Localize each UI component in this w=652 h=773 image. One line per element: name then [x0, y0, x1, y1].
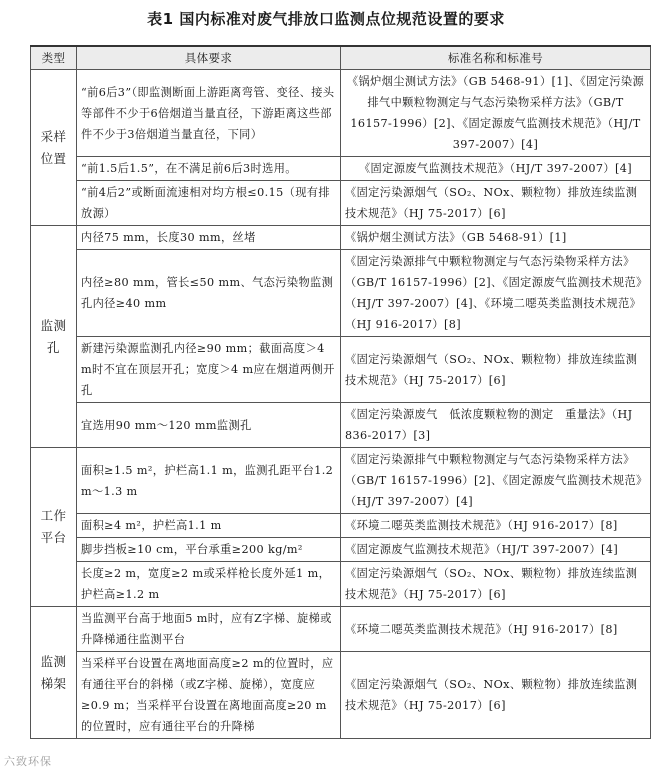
requirement-cell: 面积≥1.5 m²，护栏高1.1 m，监测孔距平台1.2 m～1.3 m: [77, 448, 341, 514]
table-row: [31, 652, 651, 739]
standard-cell: 《固定污染源烟气（SO₂、NOx、颗粒物）排放连续监测技术规范》（HJ 75-2017）[6]: [341, 181, 651, 226]
requirement-cell: 内径≥80 mm，管长≤50 mm、气态污染物监测孔内径≥40 mm: [77, 250, 341, 337]
standard-cell: 《固定源废气监测技术规范》（HJ/T 397-2007）[4]: [341, 538, 651, 562]
requirement-cell: 当监测平台高于地面5 m时，应有Z字梯、旋梯或升降梯通往监测平台: [77, 607, 341, 652]
requirement-cell: 脚步挡板≥10 cm，平台承重≥200 kg/m²: [77, 538, 341, 562]
requirement-cell: “前6后3”（即监测断面上游距离弯管、变径、接头等部件不少于6倍烟道当量直径，下游距离这些部件不少于3倍烟道当量直径，下同）: [77, 70, 341, 157]
standard-cell: 《固定污染源烟气（SO₂、NOx、颗粒物）排放连续监测技术规范》（HJ 75-2017）[6]: [341, 652, 651, 739]
standard-cell: 《固定污染源废气 低浓度颗粒物的测定 重量法》（HJ 836-2017）[3]: [341, 403, 651, 448]
requirement-cell: “前1.5后1.5”，在不满足前6后3时选用。: [77, 157, 341, 181]
table-row: [31, 157, 651, 181]
standard-cell: 《固定污染源排气中颗粒物测定与气态污染物采样方法》（GB/T 16157-1996）[2]、《固定源废气监测技术规范》（HJ/T 397-2007）[4]、《环境二噁英类监测技术规范》（HJ 916-2017）[8]: [341, 250, 651, 337]
header-requirement: 具体要求: [77, 46, 341, 70]
table-row: [31, 562, 651, 607]
category-monitoring-ladder: 监测梯架: [31, 607, 77, 739]
table-row: [31, 226, 651, 250]
header-row: [31, 46, 651, 70]
table-row: [31, 538, 651, 562]
standard-cell: 《环境二噁英类监测技术规范》（HJ 916-2017）[8]: [341, 607, 651, 652]
requirement-cell: 面积≥4 m²，护栏高1.1 m: [77, 514, 341, 538]
requirement-cell: 新建污染源监测孔内径≥90 mm；截面高度＞4 m时不宜在顶层开孔；宽度＞4 m应在烟道两侧开孔: [77, 337, 341, 403]
requirement-cell: “前4后2”或断面流速相对均方根≤0.15（现有排放源）: [77, 181, 341, 226]
table-title: 表1 国内标准对废气排放口监测点位规范设置的要求: [147, 10, 505, 28]
standard-cell: 《锅炉烟尘测试方法》（GB 5468-91）[1]: [341, 226, 651, 250]
standard-cell: 《固定污染源排气中颗粒物测定与气态污染物采样方法》（GB/T 16157-1996）[2]、《固定源废气监测技术规范》（HJ/T 397-2007）[4]: [341, 448, 651, 514]
standard-cell: 《固定源废气监测技术规范》（HJ/T 397-2007）[4]: [341, 157, 651, 181]
requirement-cell: 内径75 mm，长度30 mm，丝堵: [77, 226, 341, 250]
standard-cell: 《环境二噁英类监测技术规范》（HJ 916-2017）[8]: [341, 514, 651, 538]
table-row: [31, 250, 651, 337]
standard-cell: 《固定污染源烟气（SO₂、NOx、颗粒物）排放连续监测技术规范》（HJ 75-2017）[6]: [341, 562, 651, 607]
header-type: 类型: [31, 46, 77, 70]
table-row: [31, 181, 651, 226]
table-row: [31, 448, 651, 514]
requirement-cell: 当采样平台设置在离地面高度≥2 m的位置时，应有通往平台的斜梯（或Z字梯、旋梯），宽度应≥0.9 m；当采样平台设置在离地面高度≥20 m的位置时，应有通往平台的升降梯: [77, 652, 341, 739]
category-monitoring-hole: 监测孔: [31, 226, 77, 448]
category-work-platform: 工作平台: [31, 448, 77, 607]
standard-cell: 《固定污染源烟气（SO₂、NOx、颗粒物）排放连续监测技术规范》（HJ 75-2017）[6]: [341, 337, 651, 403]
standard-cell: 《锅炉烟尘测试方法》（GB 5468-91）[1]、《固定污染源排气中颗粒物测定与气态污染物采样方法》（GB/T 16157-1996）[2]、《固定源废气监测技术规范》（HJ/T 397-2007）[4]: [341, 70, 651, 157]
watermark: 六致环保: [4, 755, 52, 768]
standards-table: [30, 45, 651, 739]
table-row: [31, 514, 651, 538]
table-row: [31, 607, 651, 652]
table-row: [31, 337, 651, 403]
requirement-cell: 长度≥2 m，宽度≥2 m或采样枪长度外延1 m，护栏高≥1.2 m: [77, 562, 341, 607]
requirement-cell: 宜选用90 mm～120 mm监测孔: [77, 403, 341, 448]
table-row: [31, 403, 651, 448]
category-sampling-position: 采样位置: [31, 70, 77, 226]
header-standard: 标准名称和标准号: [341, 46, 651, 70]
table-row: [31, 70, 651, 157]
